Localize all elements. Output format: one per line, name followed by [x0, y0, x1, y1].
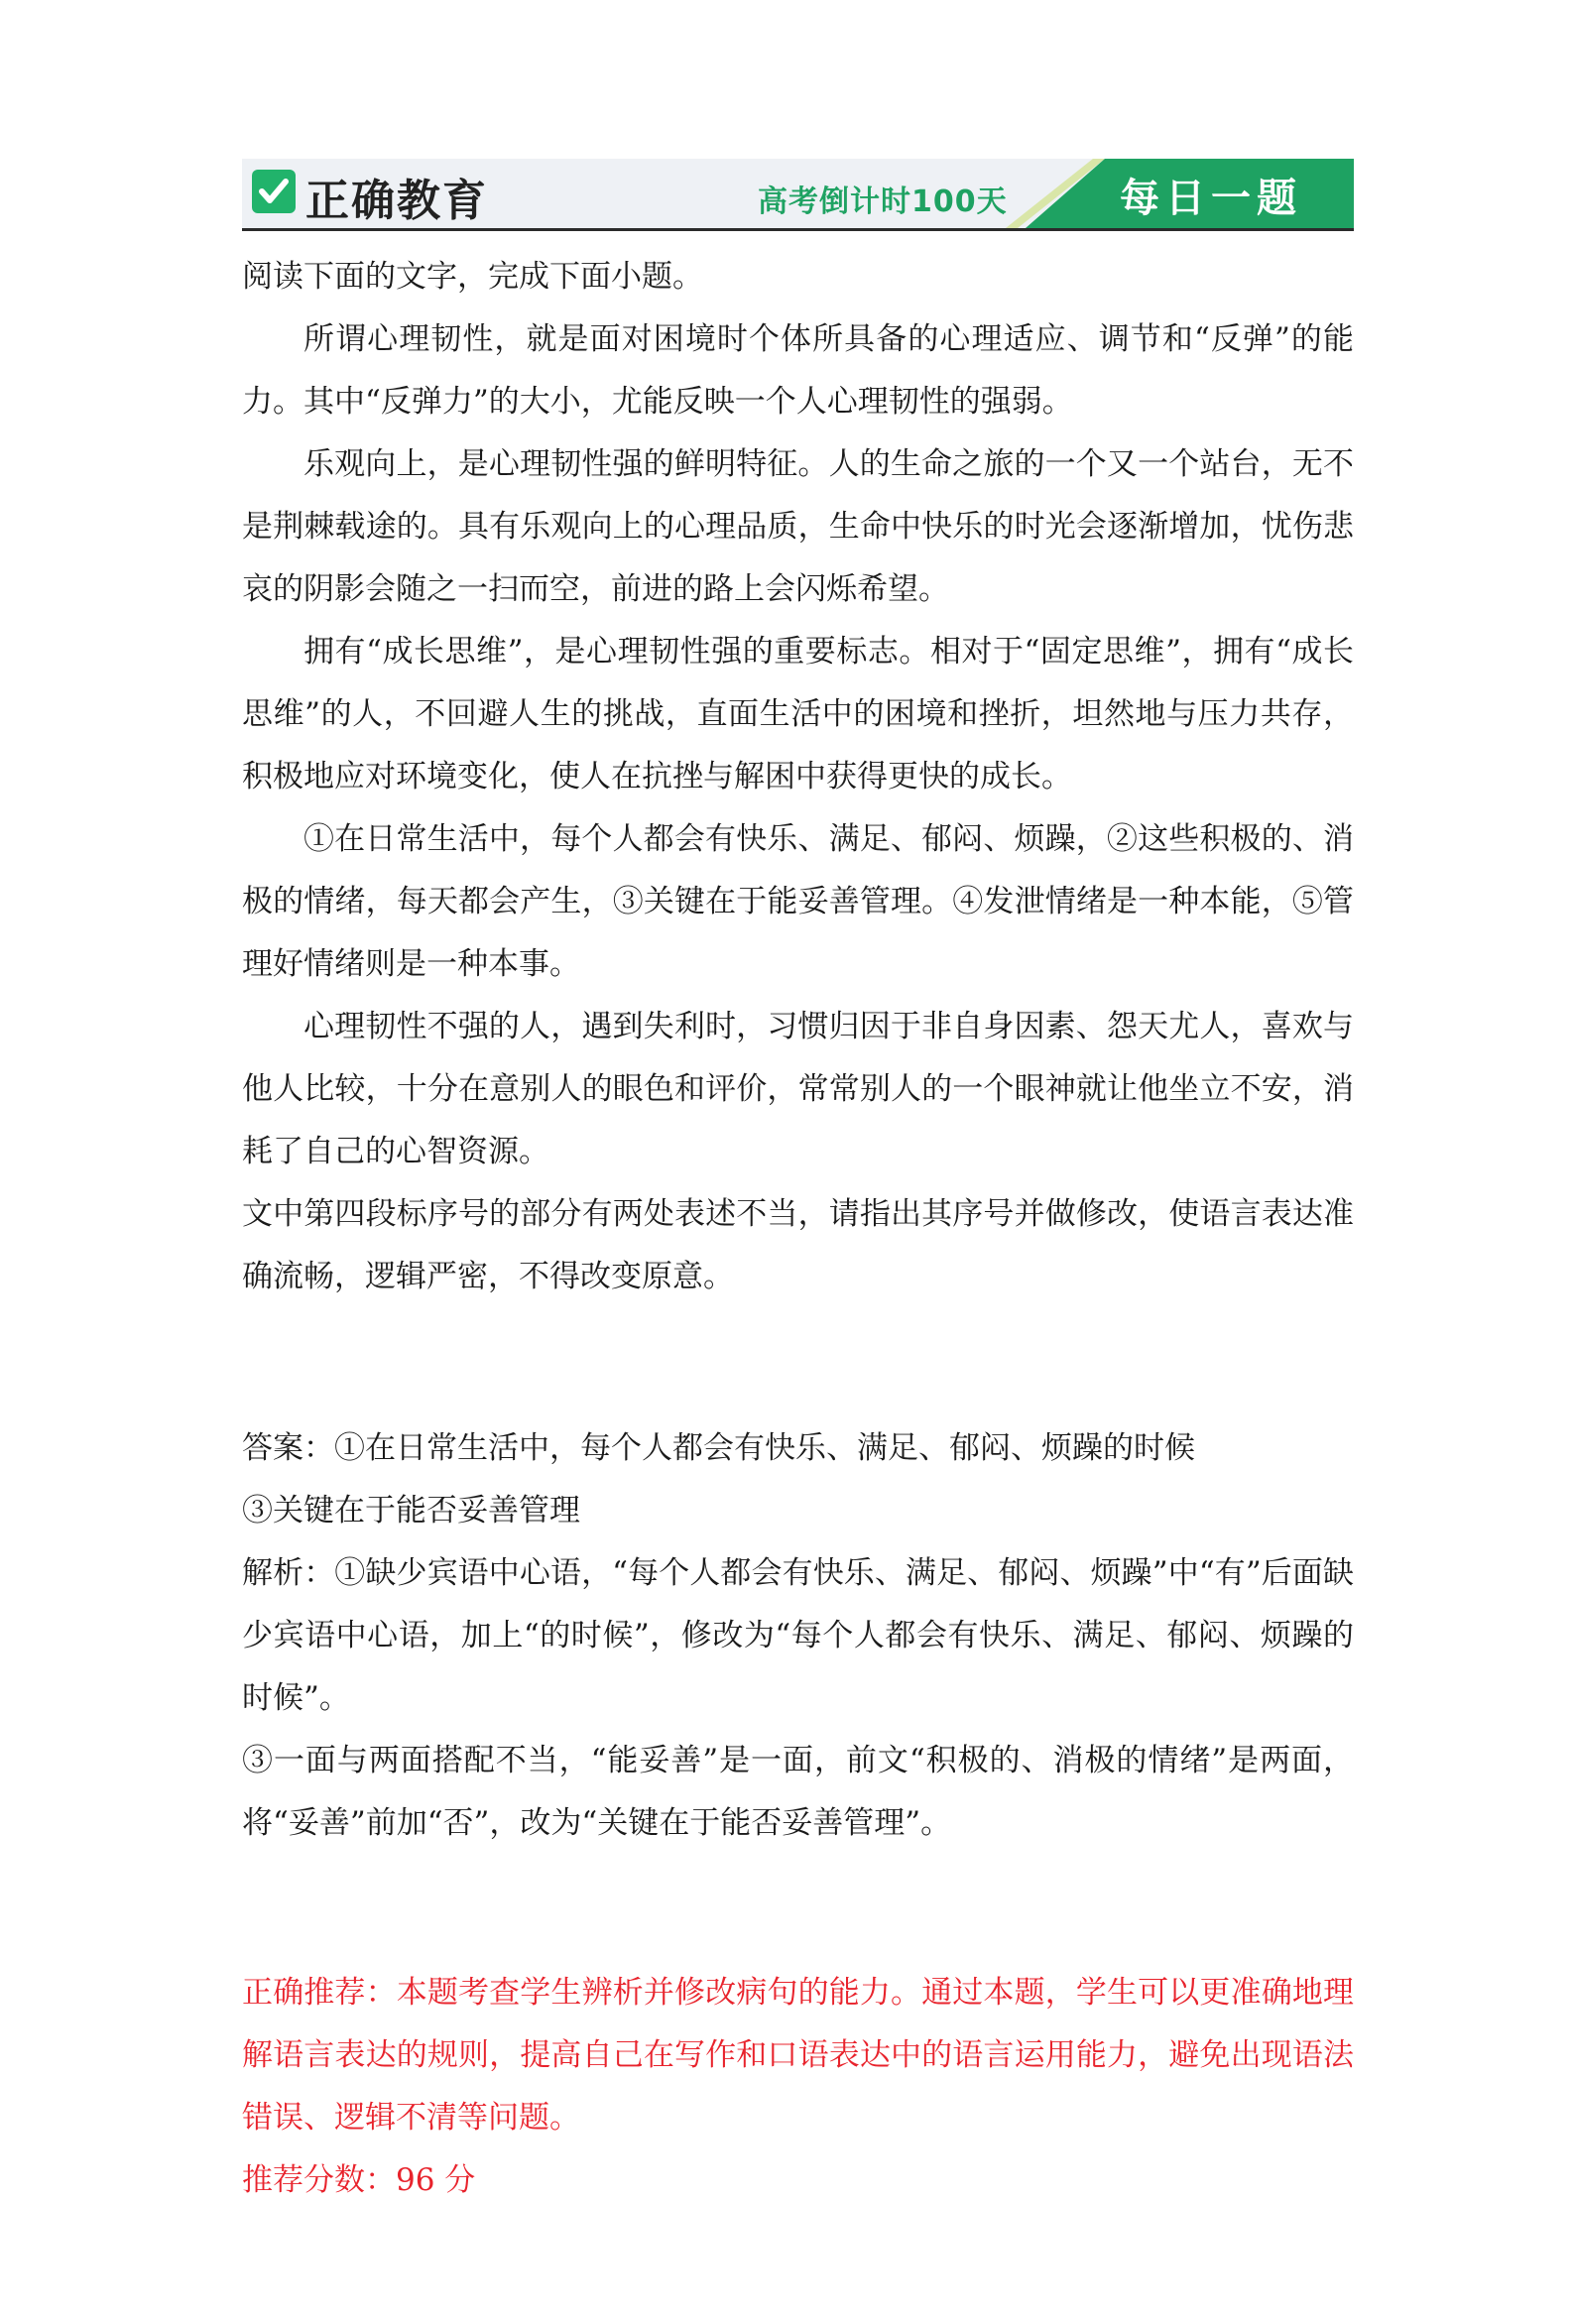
check-icon: [252, 170, 296, 213]
daily-label: 每日一题: [1120, 176, 1302, 221]
analysis-2: ③一面与两面搭配不当，“能妥善”是一面，前文“积极的、消极的情绪”是两面，将“妥善”前加“否”，改为“关键在于能否妥善管理”。: [242, 1743, 1354, 1841]
header-divider: [242, 228, 1354, 231]
answer-line-1: 答案：①在日常生活中，每个人都会有快乐、满足、郁闷、烦躁的时候: [242, 1430, 1195, 1466]
header-banner: [242, 159, 1354, 228]
question-intro: 阅读下面的文字，完成下面小题。: [242, 259, 703, 295]
spacer: [242, 1855, 1354, 1962]
passage-paragraph-1: 所谓心理韧性，就是面对困境时个体所具备的心理适应、调节和“反弹”的能力。其中“反弹力”的大小，尤能反映一个人心理韧性的强弱。: [242, 321, 1354, 420]
spacer: [242, 1308, 1354, 1417]
recommendation-score: 推荐分数：96 分: [242, 2162, 476, 2198]
question-prompt: 文中第四段标序号的部分有两处表述不当，请指出其序号并做修改，使语言表达准确流畅，逻辑严密，不得改变原意。: [242, 1196, 1354, 1294]
recommendation-text: 正确推荐：本题考查学生辨析并修改病句的能力。通过本题，学生可以更准确地理解语言表达的规则，提高自己在写作和口语表达中的语言运用能力，避免出现语法错误、逻辑不清等问题。: [242, 1975, 1354, 2136]
passage-paragraph-2: 乐观向上，是心理韧性强的鲜明特征。人的生命之旅的一个又一个站台，无不是荆棘载途的。具有乐观向上的心理品质，生命中快乐的时光会逐渐增加，忧伤悲哀的阴影会随之一扫而空，前进的路上会闪烁希望。: [242, 446, 1354, 607]
passage-paragraph-5: 心理韧性不强的人，遇到失利时，习惯归因于非自身因素、怨天尤人，喜欢与他人比较，十分在意别人的眼色和评价，常常别人的一个眼神就让他坐立不安，消耗了自己的心智资源。: [242, 1009, 1354, 1169]
answer-line-2: ③关键在于能否妥善管理: [242, 1493, 580, 1529]
analysis-1: 解析：①缺少宾语中心语，“每个人都会有快乐、满足、郁闷、烦躁”中“有”后面缺少宾语中心语，加上“的时候”，修改为“每个人都会有快乐、满足、郁闷、烦躁的时候”。: [242, 1555, 1354, 1716]
passage-paragraph-4: ①在日常生活中，每个人都会有快乐、满足、郁闷、烦躁，②这些积极的、消极的情绪，每天都会产生，③关键在于能妥善管理。④发泄情绪是一种本能，⑤管理好情绪则是一种本事。: [242, 821, 1354, 982]
countdown-label: 高考倒计时100天: [758, 184, 1008, 219]
document-body: [242, 246, 1354, 2212]
brand-name: 正确教育: [305, 176, 488, 226]
passage-paragraph-3: 拥有“成长思维”，是心理韧性强的重要标志。相对于“固定思维”，拥有“成长思维”的人，不回避人生的挑战，直面生活中的困境和挫折，坦然地与压力共存，积极地应对环境变化，使人在抗挫与解困中获得更快的成长。: [242, 634, 1354, 795]
